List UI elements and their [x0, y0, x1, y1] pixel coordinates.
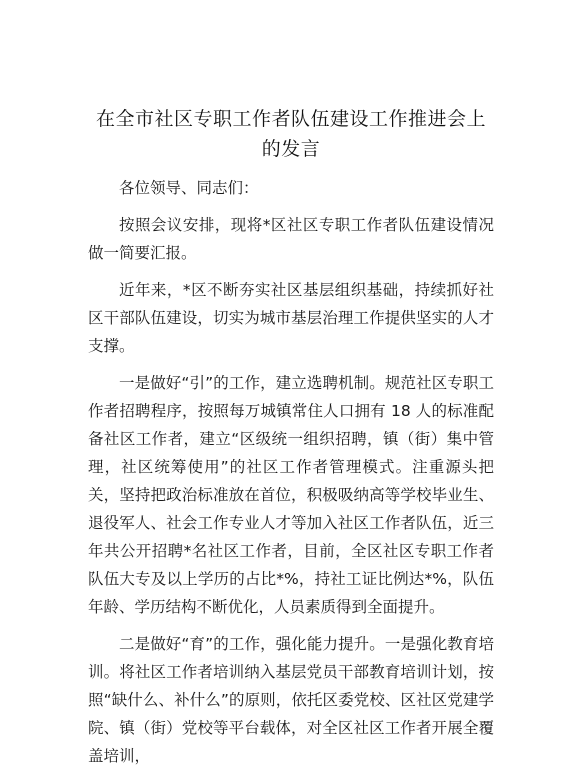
salutation: 各位领导、同志们： [119, 179, 259, 197]
paragraph-recruitment: 一是做好“引”的工作，建立选聘机制。规范社区专职工作者招聘程序，按照每万城镇常住人口拥有 18 人的标准配备社区工作者，建立“区级统一组织招聘，镇（街）集中管理，社区统筹使用”的社区工作者管理模式。注重源头把关，坚持把政治标准放在首位，积极吸纳高等学校毕业生、退役军人、社会工作专业人才等加入社区工作者队伍，近三年共公开招聘*名社区工作者，目前，全区社区专职工作者队伍大专及以上学历的占比*%，持社工证比例达*%，队伍年龄、学历结构不断优化，人员素质得到全面提升。 [88, 374, 494, 616]
paragraph-intro: 按照会议安排，现将*区社区专职工作者队伍建设情况做一简要汇报。 [88, 216, 494, 262]
paragraph-training: 二是做好“育”的工作，强化能力提升。一是强化教育培训。将社区工作者培训纳入基层党员干部教育培训计划，按照“缺什么、补什么”的原则，依托区委党校、区社区党建学院、镇（街）党校等平台载体，对全区社区工作者开展全覆盖培训， [88, 635, 494, 765]
document-title: 在全市社区专职工作者队伍建设工作推进会上的发言 [95, 108, 486, 160]
paragraph-overview: 近年来，*区不断夯实社区基层组织基础，持续抓好社区干部队伍建设，切实为城市基层治理工作提供坚实的人才支撑。 [88, 281, 494, 355]
